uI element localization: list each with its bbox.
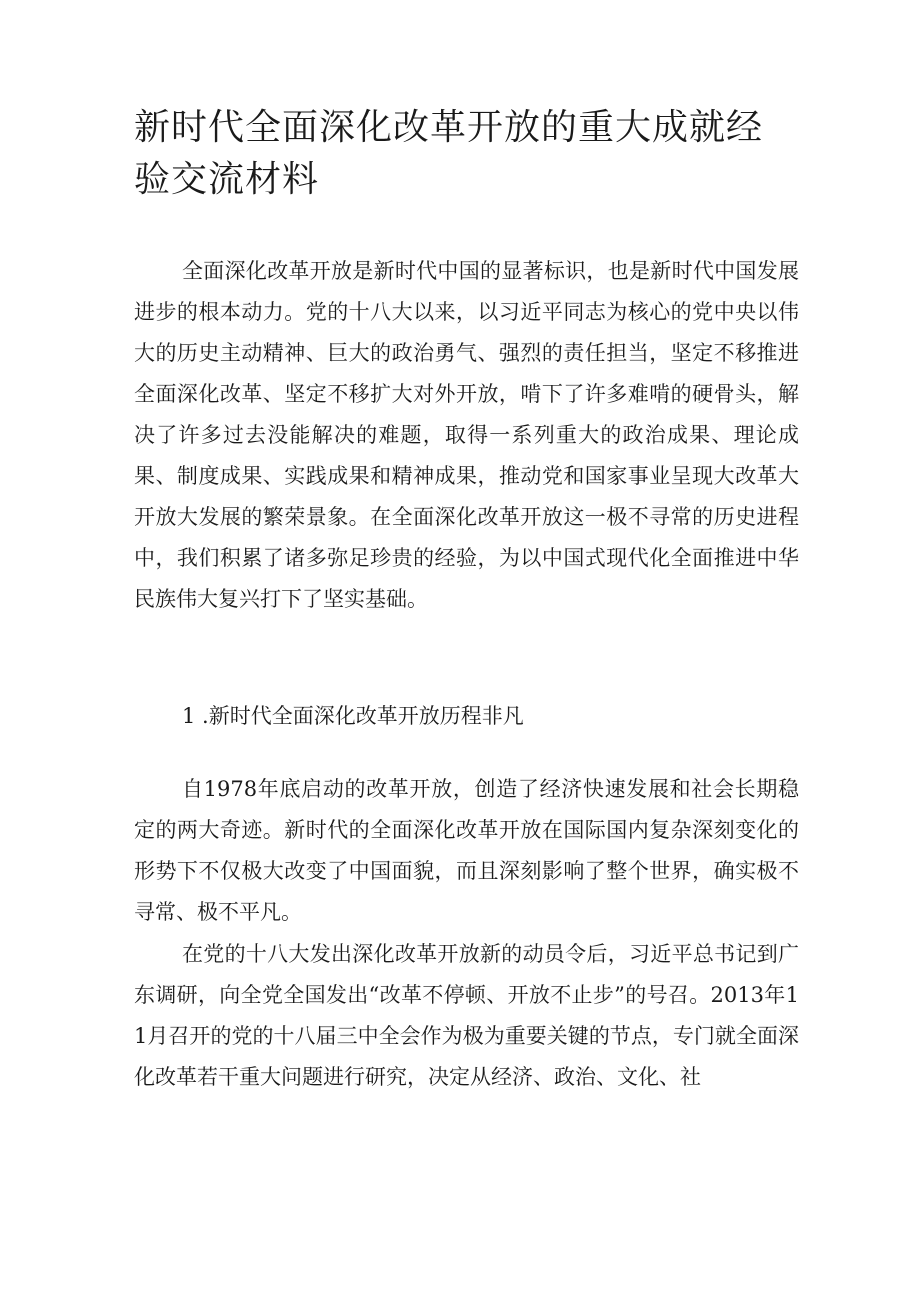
section-1-heading: 1 .新时代全面深化改革开放历程非凡 <box>182 704 524 728</box>
intro-paragraph: 全面深化改革开放是新时代中国的显著标识，也是新时代中国发展进步的根本动力。党的十八大以来，以习近平同志为核心的党中央以伟大的历史主动精神、巨大的政治勇气、强烈的责任担当，坚定不移推进全面深化改革、坚定不移扩大对外开放，啃下了许多难啃的硬骨头，解决了许多过去没能解决的难题，取得一系列重大的政治成果、理论成果、制度成果、实践成果和精神成果，推动党和国家事业呈现大改革大开放大发展的繁荣景象。在全面深化改革开放这一极不寻常的历史进程中，我们积累了诸多弥足珍贵的经验，为以中国式现代化全面推进中华民族伟大复兴打下了坚实基础。 <box>134 259 799 611</box>
section-1-paragraph: 自1978年底启动的改革开放，创造了经济快速发展和社会长期稳定的两大奇迹。新时代的全面深化改革开放在国际国内复杂深刻变化的形势下不仅极大改变了中国面貌，而且深刻影响了整个世界，确实极不寻常、极不平凡。 <box>134 777 799 924</box>
section-heading-block <box>134 696 799 737</box>
intro-block <box>134 251 799 620</box>
section-1-paragraph: 在党的十八大发出深化改革开放新的动员令后，习近平总书记到广东调研，向全党全国发出“改革不停顿、开放不止步”的号召。2013年11月召开的党的十八届三中全会作为极为重要关键的节点，专门就全面深化改革若干重大问题进行研究，决定从经济、政治、文化、社 <box>134 942 799 1089</box>
section-1-body <box>134 769 799 1098</box>
document-title: 新时代全面深化改革开放的重大成就经验交流材料 <box>134 107 764 200</box>
